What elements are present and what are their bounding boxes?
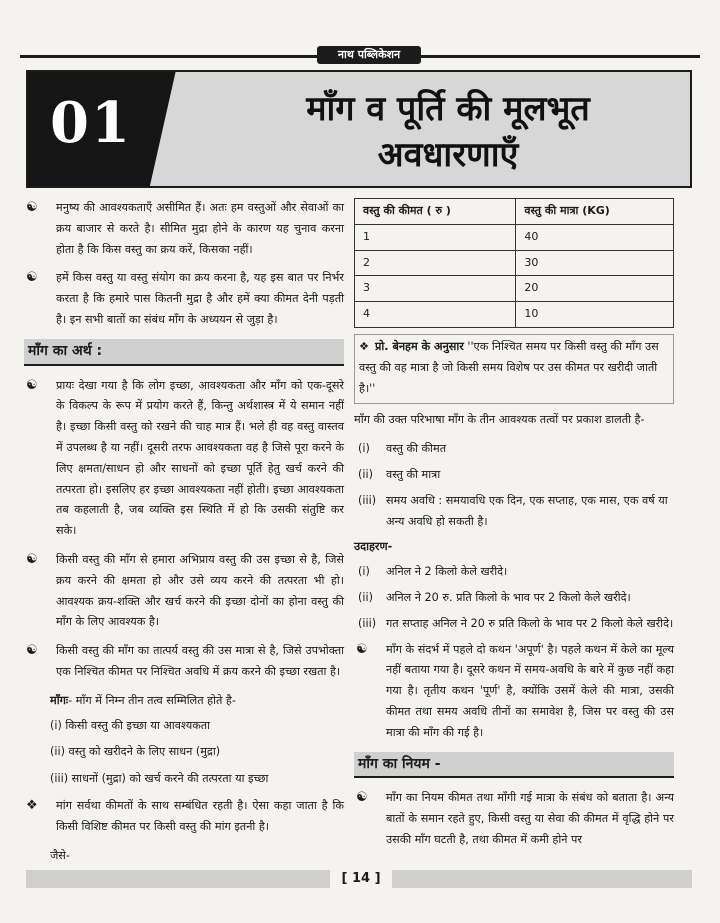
demand-element: (iii) साधनों (मुद्रा) को खर्च करने की तत्परता या इच्छा [50, 772, 269, 786]
page-number: [ 14 ] [330, 867, 392, 891]
list-item: (i) अनिल ने 2 किलो केले खरीदे। [358, 565, 508, 579]
diamond-bullet-icon: ❖ [26, 797, 38, 813]
list-item: (iii) समय अवधि : समयावधि एक दिन, एक सप्ताह, एक मास, एक वर्ष या अन्य अवधि हो सकती है। [358, 493, 668, 528]
chapter-title-line-2: अवधारणाएँ [377, 135, 519, 175]
yin-yang-bullet-icon: ☯ [26, 200, 38, 215]
table-cell: 2 [355, 250, 516, 276]
table-row [355, 276, 674, 302]
price-quantity-table [354, 198, 674, 328]
demand-elements-list [358, 439, 674, 532]
bullet-paragraph: ☯ प्रायः देखा गया है कि लोग इच्छा, आवश्यकता और माँग को एक-दूसरे के विकल्प के रूप में प्रयोग करते हैं, किन्तु अर्थशास्त्र में ये समान नहीं है। इच्छा किसी वस्तु को रखने की चाह मात्र हैं। भले ही वह वस्तु वास्तव में उपलब्ध है या नहीं। दूसरी तरफ आवश्यकता वह है जिसे पूरा करने के लिए क्षमता/साधन हो और साधनों को इच्छा पूर्ति हेतु खर्च करने की तत्परता हो। इसलिए हर इच्छा आवश्यकता नहीं होती। इच्छा आवश्यकता तब कहलाती है, जब व्यक्ति इस स्थिति में हो कि उसकी संतुष्टि कर सके। [26, 377, 344, 538]
list-item: (ii) अनिल ने 20 रु. प्रति किलो के भाव पर 2 किलो केले खरीदे। [358, 590, 631, 604]
table-row [355, 224, 674, 250]
chapter-header [26, 70, 692, 188]
example-heading: उदाहरण- [354, 540, 393, 554]
such-as-label: जैसे- [50, 848, 70, 862]
yin-yang-bullet-icon: ☯ [26, 270, 38, 286]
chapter-number: 01 [50, 90, 132, 156]
bullet-paragraph: ☯ किसी वस्तु की माँग से हमारा अभिप्राय वस्तु की उस इच्छा से है, जिसे क्रय करने की क्षमता हो और उसे व्यय करने की तत्परता भी हो। आवश्यक क्रय-शक्ति और खर्च करने की इच्छा दोनों का होना वस्तु की माँग के लिए आवश्यक है। [26, 551, 344, 629]
table-cell: 10 [516, 302, 674, 328]
publisher-bar [20, 46, 700, 62]
table-row [355, 250, 674, 276]
bullet-paragraph: ☯ किसी वस्तु की माँग का तात्पर्य वस्तु की उस मात्रा से है, जिसे उपभोक्ता एक निश्चित कीमत पर निश्चित अवधि में क्रय करने की इच्छा रखता है। [26, 643, 344, 678]
bullet-paragraph: ☯ माँग के संदर्भ में पहले दो कथन 'अपूर्ण' है। पहले कथन में केले का मूल्य नहीं बताया गया है। दूसरे कथन में समय-अवधि के बारे में कुछ नहीं कहा गया है। तृतीय कथन 'पूर्ण' है, क्योंकि उसमें केले की मात्रा, उसकी कीमत तथा समय अवधि तीनों का समावेश है, जिस पर वस्तु की उस मात्रा की माँग की गई है। [356, 641, 674, 739]
list-item: (ii) वस्तु की मात्रा [358, 467, 441, 481]
table-header-quantity: वस्तु की मात्रा (KG) [516, 199, 674, 225]
bullet-paragraph: ☯ माँग का नियम कीमत तथा माँगी गई मात्रा के संबंध को बताता है। अन्य बातों के समान रहते हुए, किसी वस्तु या सेवा की कीमत में वृद्धि होने पर उसकी माँग घटती है, तथा कीमत में कमी होने पर [356, 790, 674, 846]
table-cell: 20 [516, 276, 674, 302]
publisher-label: नाथ पब्लिकेशन [317, 46, 421, 64]
yin-yang-bullet-icon: ☯ [26, 551, 38, 567]
bullet-paragraph: ☯ मनुष्य की आवश्यकताएँ असीमित हैं। अतः हम वस्तुओं और सेवाओं का क्रय बाजार से करते है। सीमित मुद्रा होने के कारण यह चुनाव करना होता है कि किस वस्तु का क्रय करें, किसका नहीं। [26, 200, 344, 256]
quote-author: प्रो. बेनहम के अनुसार [375, 339, 464, 353]
bullet-paragraph: ❖ मांग सर्वथा कीमतों के साथ सम्बंधित रहती है। ऐसा कहा जाता है कि किसी विशिष्ट कीमत पर किसी वस्तु की मांग इतनी है। [26, 797, 344, 833]
yin-yang-bullet-icon: ☯ [356, 790, 368, 806]
demand-elements-intro: माँगः- माँग में निम्न तीन तत्व सम्मिलित होते है- [50, 693, 236, 707]
right-column [354, 198, 674, 859]
section-heading-meaning: माँग का अर्थ : [24, 339, 344, 366]
definition-quote [354, 334, 674, 404]
yin-yang-bullet-icon: ☯ [26, 377, 38, 393]
table-header-row [355, 199, 674, 225]
quote-text: ''एक निश्चित समय पर किसी वस्तु की माँग उस वस्तु की वह मात्रा है जो किसी समय विशेष पर उस कीमत पर खरीदी जाती है।'' [359, 339, 659, 395]
list-item: (i) वस्तु की कीमत [358, 442, 447, 456]
table-cell: 1 [355, 224, 516, 250]
table-header-price: वस्तु की कीमत ( रु ) [355, 199, 516, 225]
chapter-title [218, 86, 678, 178]
demand-element: (i) किसी वस्तु की इच्छा या आवश्यकता [50, 718, 211, 732]
chapter-title-line-1: माँग व पूर्ति की मूलभूत [306, 89, 590, 129]
table-cell: 3 [355, 276, 516, 302]
definition-intro: माँग की उक्त परिभाषा माँग के तीन आवश्यक तत्वों पर प्रकाश डालती है- [354, 413, 645, 427]
table-row [355, 302, 674, 328]
examples-list [358, 562, 674, 634]
table-cell: 30 [516, 250, 674, 276]
yin-yang-bullet-icon: ☯ [356, 641, 368, 657]
bullet-paragraph: ☯ हमें किस वस्तु या वस्तु संयोग का क्रय करना है, यह इस बात पर निर्भर करता है कि हमारे पास कितनी मुद्रा है और हमें क्या कीमत देनी पड़ती है। इन सभी बातों का संबंध माँग के अध्ययन से जुड़ा है। [26, 270, 344, 326]
section-heading-law: माँग का नियम - [354, 752, 674, 779]
table-cell: 4 [355, 302, 516, 328]
demand-element: (ii) वस्तु को खरीदने के लिए साधन (मुद्रा) [50, 745, 221, 759]
demand-label: माँगः [50, 693, 69, 707]
list-item: (iii) गत सप्ताह अनिल ने 20 रु प्रति किलो के भाव पर 2 किलो केले खरीदे। [358, 616, 674, 630]
table-cell: 40 [516, 224, 674, 250]
diamond-bullet-icon: ❖ [359, 339, 370, 353]
yin-yang-bullet-icon: ☯ [26, 643, 38, 659]
left-column [24, 198, 344, 870]
